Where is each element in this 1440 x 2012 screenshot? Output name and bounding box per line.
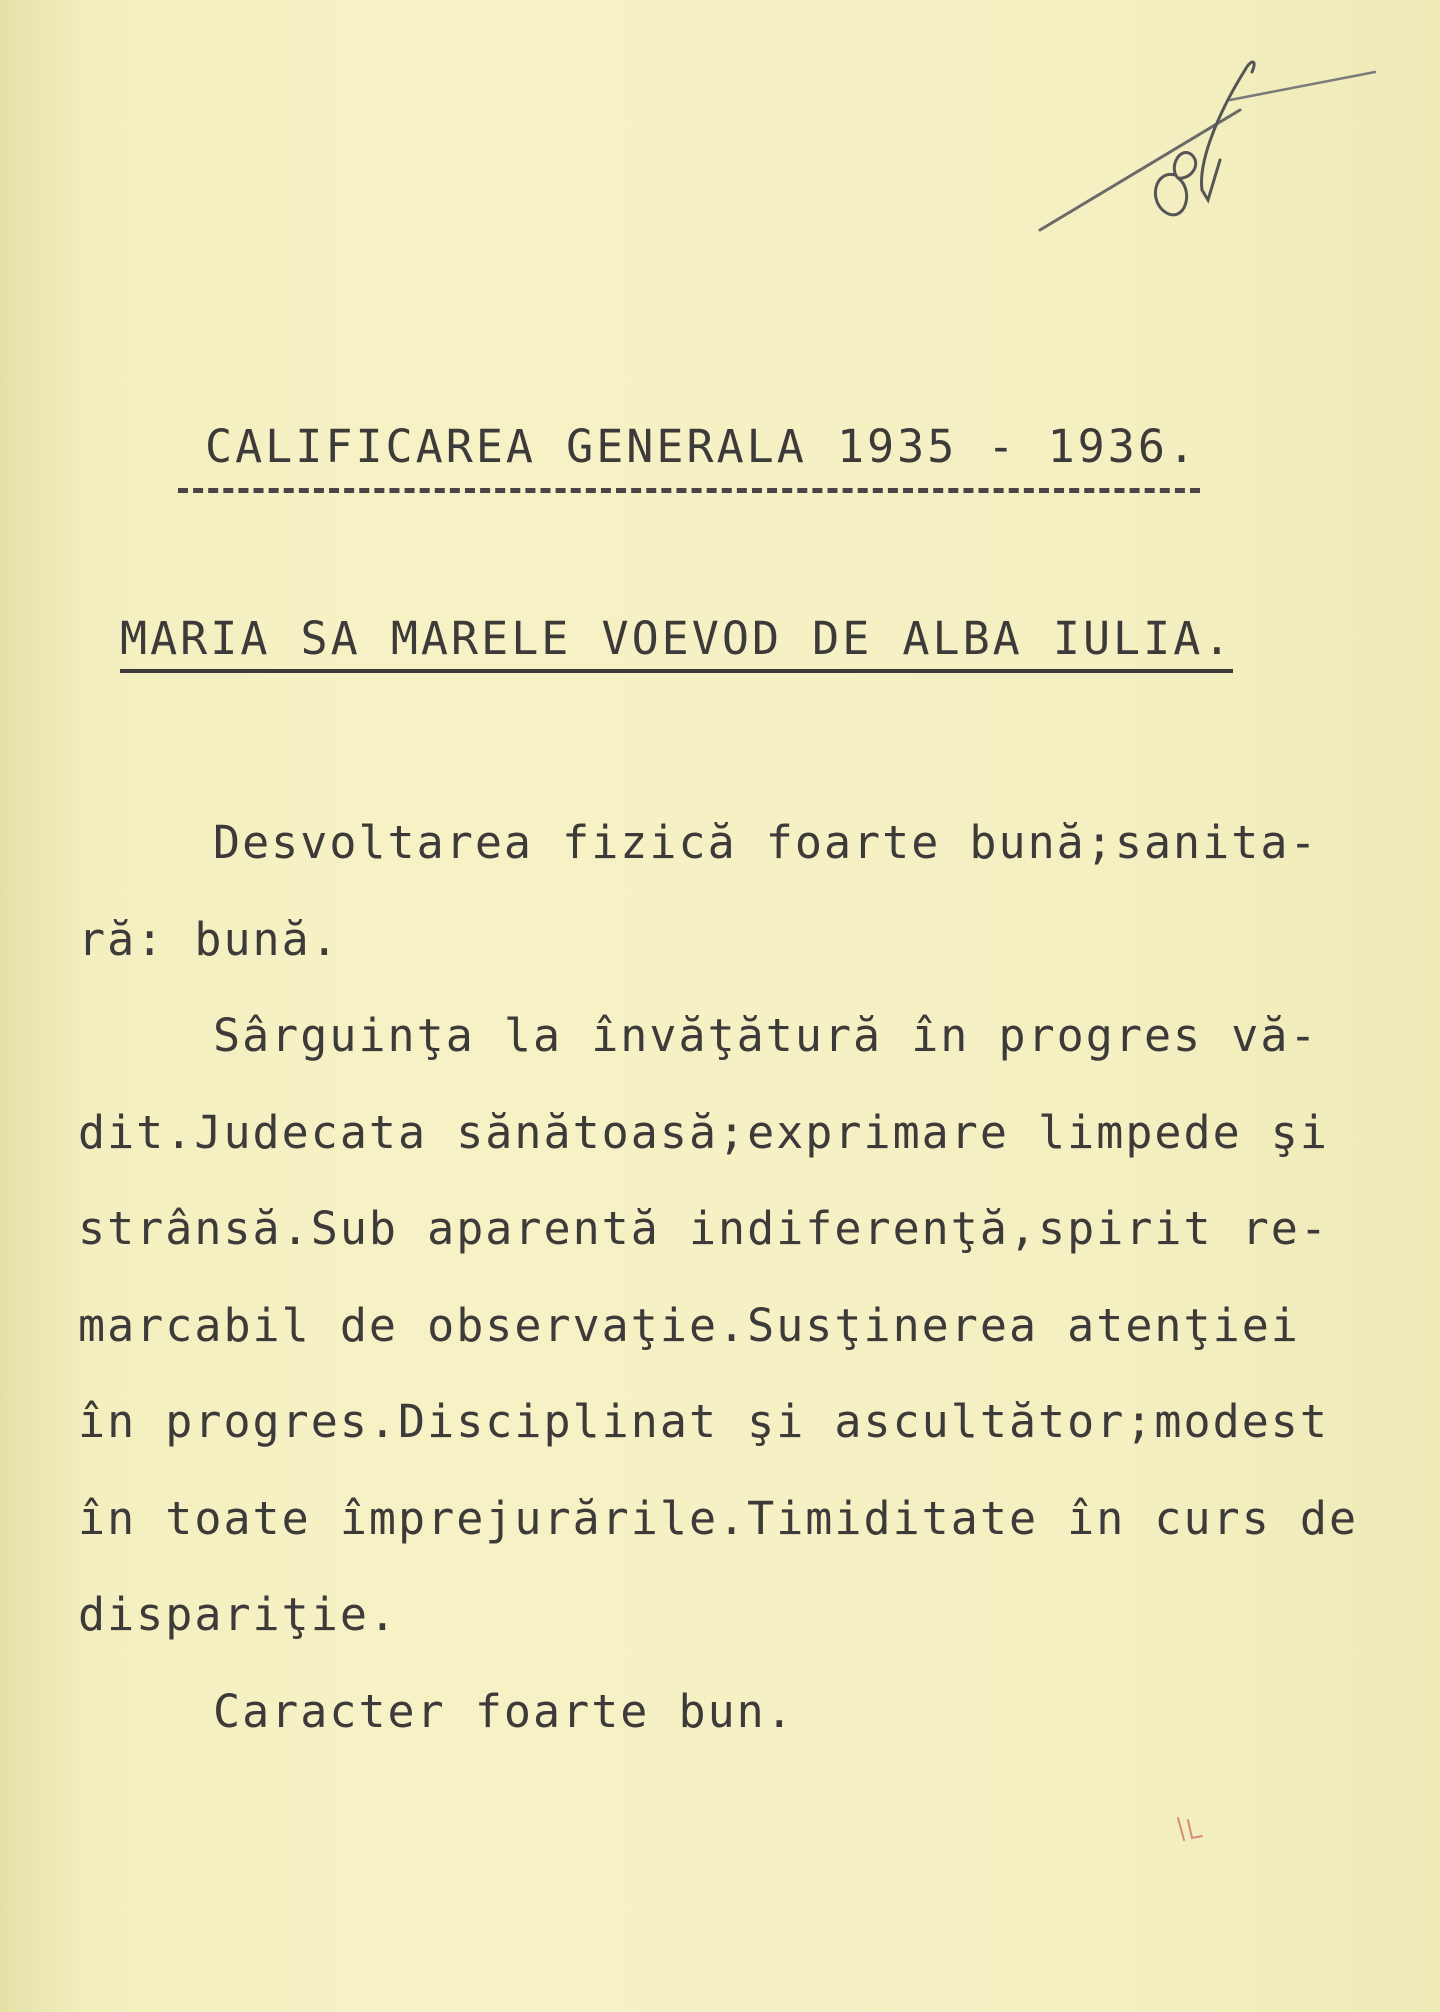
text-line: dit.Judecata sănătoasă;exprimare limpede şi: [78, 1105, 1329, 1159]
document-title: CALIFICAREA GENERALA 1935 - 1936.: [205, 420, 1199, 473]
red-pencil-mark: [1170, 1810, 1210, 1850]
text-line: strânsă.Sub aparentă indiferenţă,spirit re-: [78, 1202, 1329, 1255]
title-dashed-rule: [178, 488, 1200, 493]
text-line: dispariţie.: [78, 1588, 399, 1641]
text-line: marcabil de observaţie.Susţinerea atenţiei: [78, 1298, 1300, 1352]
evaluation-text: [78, 795, 1438, 1760]
text-line: ră: bună.: [78, 912, 340, 966]
document-subtitle: MARIA SA MARELE VOEVOD DE ALBA IULIA.: [120, 612, 1233, 673]
handwritten-page-number: [1030, 50, 1390, 250]
text-line: în toate împrejurările.Timiditate în curs de: [78, 1491, 1359, 1545]
text-line: în progres.Disciplinat şi ascultător;modest: [78, 1395, 1329, 1448]
text-line: Sârguinţa la învăţătură în progres vă-: [213, 1009, 1319, 1062]
text-line: Caracter foarte bun.: [213, 1684, 795, 1738]
text-line: Desvoltarea fizică foarte bună;sanita-: [213, 816, 1319, 869]
